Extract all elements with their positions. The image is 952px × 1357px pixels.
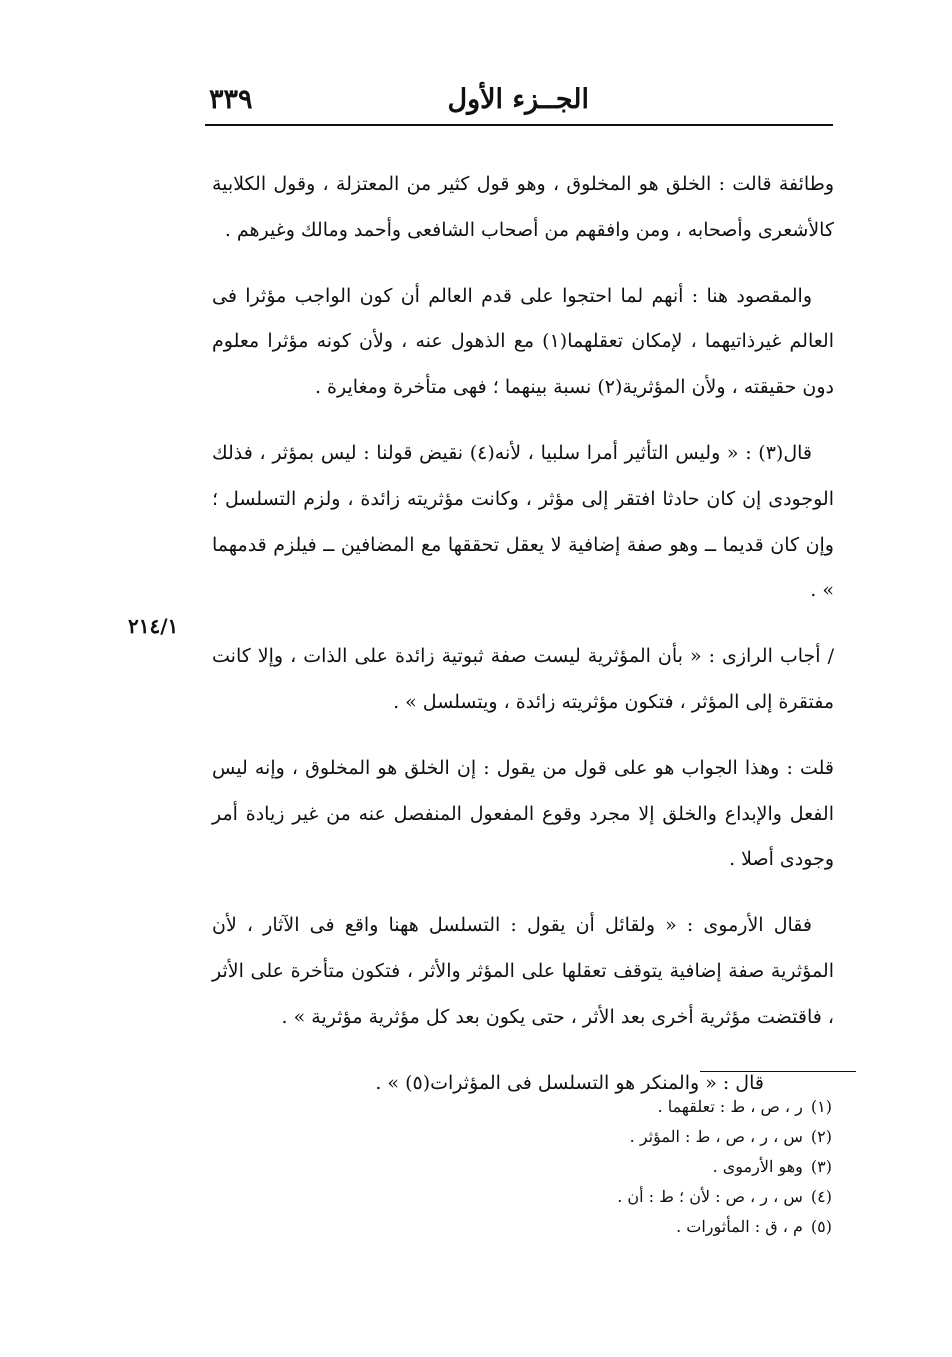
paragraph-7: قال : « والمنكر هو التسلسل فى المؤثرات(٥) » .: [375, 1071, 764, 1094]
running-title: الجــزء الأول: [447, 84, 589, 115]
paragraph-1: وطائفة قالت : الخلق هو المخلوق ، وهو قول كثير من المعتزلة ، وقول الكلابية كالأشعرى وأصحابه ، ومن وافقهم من أصحاب الشافعى وأحمد ومالك وغيرهم .: [212, 173, 834, 241]
page-header: [205, 84, 833, 126]
main-text: [212, 162, 834, 1106]
paragraph-5: قلت : وهذا الجواب هو على قول من يقول : إن الخلق هو المخلوق ، وإنه ليس الفعل والإبداع والخلق إلا مجرد وقوع المفعول المنفصل عنه من غير زيادة أمر وجودى أصلا .: [212, 756, 834, 871]
footnote-number: (٢): [810, 1127, 832, 1146]
footnote-text: س ، ر ، ص ، ط : المؤثر .: [629, 1127, 803, 1146]
footnote-number: (٤): [810, 1187, 832, 1206]
footnote-number: (٣): [810, 1157, 832, 1176]
footnote-number: (٥): [810, 1217, 832, 1236]
margin-reference: ٢١٤/١: [128, 614, 179, 638]
paragraph-6: فقال الأرموى : « ولقائل أن يقول : التسلسل ههنا واقع فى الآثار ، لأن المؤثرية صفة إضافية يتوقف تعقلها على المؤثر والأثر ، فتكون متأخرة على الأثر ، فاقتضت مؤثرية أخرى بعد الأثر ، حتى يكون بعد كل مؤثرية مؤثرية » .: [212, 914, 834, 1028]
footnote: [560, 1092, 832, 1122]
paragraph-3: قال(٣) : « وليس التأثير أمرا سلبيا ، لأنه(٤) نقيض قولنا : ليس بمؤثر ، فذلك الوجودى إن كان حادثا افتقر إلى مؤثر ، وكانت مؤثريته زائدة ، ولزم التسلسل ؛ وإن كان قديما ــ وهو صفة إضافية لا يعقل تحققها مع المضافين ــ فيلزم قدمهما » .: [212, 441, 834, 602]
footnote-number: (١): [810, 1097, 832, 1116]
footnote: [560, 1182, 832, 1212]
footnote-text: وهو الأرموى .: [712, 1157, 803, 1176]
page-number: ٣٣٩: [209, 84, 253, 115]
footnote: [560, 1212, 832, 1242]
footnotes: [560, 1092, 832, 1242]
footnote-text: م ، ق : المأثورات .: [676, 1217, 803, 1236]
paragraph-2: والمقصود هنا : أنهم لما احتجوا على قدم العالم أن كون الواجب مؤثرا فى العالم غيرذاتيهما ، لإمكان تعقلهما(١) مع الذهول عنه ، ولأن كونه مؤثرا معلوم دون حقيقته ، ولأن المؤثرية(٢) نسبة بينهما ؛ فهى متأخرة ومغايرة .: [212, 284, 834, 399]
footnote-text: ر ، ص ، ط : تعلقهما .: [657, 1097, 803, 1116]
footnote-text: س ، ر ، ص : لأن ؛ ط : أن .: [617, 1187, 803, 1206]
footnote: [560, 1122, 832, 1152]
footnote-separator: [700, 1071, 856, 1072]
footnote: [560, 1152, 832, 1182]
paragraph-4: / أجاب الرازى : « بأن المؤثرية ليست صفة ثبوتية زائدة على الذات ، وإلا كانت مفتقرة إلى المؤثر ، فتكون مؤثريته زائدة ، ويتسلسل » .: [212, 645, 834, 713]
